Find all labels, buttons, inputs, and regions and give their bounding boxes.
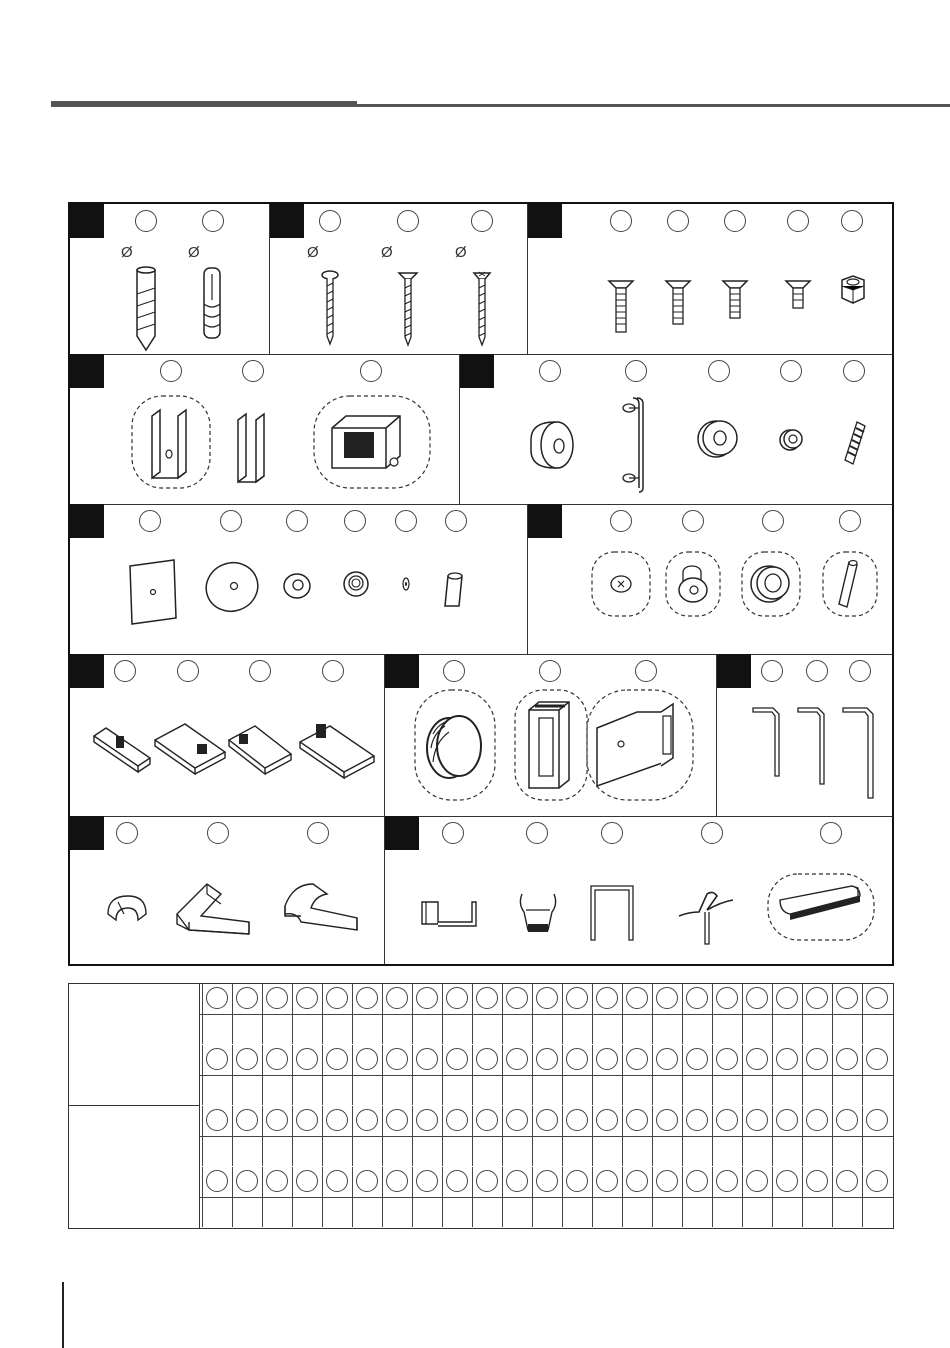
item-number-circle bbox=[206, 1170, 228, 1192]
machine-screw-long-icon bbox=[608, 278, 634, 334]
diameter-symbol: Ø bbox=[307, 244, 319, 261]
item-number-circle bbox=[139, 510, 161, 532]
item-number-circle bbox=[296, 1048, 318, 1070]
diameter-symbol: Ø bbox=[121, 244, 133, 261]
item-number-circle bbox=[236, 1048, 258, 1070]
item-number-circle bbox=[566, 987, 588, 1009]
part-group-g11 bbox=[70, 816, 385, 964]
item-number-circle bbox=[566, 1170, 588, 1192]
item-number-circle bbox=[476, 987, 498, 1009]
item-number-circle bbox=[206, 1048, 228, 1070]
roller-wheel-icon bbox=[413, 688, 497, 802]
round-knob-icon bbox=[525, 416, 581, 476]
seal-clip-icon bbox=[418, 896, 482, 930]
item-number-circle bbox=[135, 210, 157, 232]
rectangular-guide-icon bbox=[513, 688, 589, 802]
table-band bbox=[200, 984, 893, 1044]
item-number-circle bbox=[356, 987, 378, 1009]
item-number-circle bbox=[446, 987, 468, 1009]
corner-connector-curved-icon bbox=[281, 880, 365, 938]
item-number-circle bbox=[307, 822, 329, 844]
parts-row bbox=[70, 504, 892, 655]
half-ring-icon bbox=[104, 892, 150, 926]
part-group-g6 bbox=[70, 504, 528, 654]
group-tab bbox=[385, 654, 419, 688]
part-group-g1 bbox=[70, 204, 270, 354]
parts-row bbox=[70, 816, 892, 964]
item-number-circle bbox=[536, 1048, 558, 1070]
square-plate-icon bbox=[127, 558, 181, 626]
item-number-circle bbox=[206, 987, 228, 1009]
part-group-g4 bbox=[70, 354, 460, 504]
hex-key-large-icon bbox=[841, 704, 879, 802]
item-number-circle bbox=[296, 1170, 318, 1192]
item-number-circle bbox=[416, 1109, 438, 1131]
end-cap-d-icon bbox=[296, 720, 380, 780]
item-number-circle bbox=[761, 660, 783, 682]
threaded-insert-icon bbox=[838, 274, 868, 308]
part-group-g2 bbox=[270, 204, 528, 354]
machine-screw-short-icon bbox=[722, 278, 748, 322]
flanged-bushing-icon bbox=[664, 550, 722, 618]
item-number-circle bbox=[667, 210, 689, 232]
item-number-circle bbox=[296, 1109, 318, 1131]
part-group-g3 bbox=[528, 204, 892, 354]
group-tab bbox=[528, 504, 562, 538]
item-number-circle bbox=[116, 822, 138, 844]
quantity-row bbox=[200, 1075, 893, 1106]
item-number-circle bbox=[839, 510, 861, 532]
item-number-circle bbox=[319, 210, 341, 232]
angle-bracket-icon bbox=[585, 688, 695, 802]
item-number-circle bbox=[776, 1048, 798, 1070]
item-number-circle bbox=[326, 1170, 348, 1192]
item-number-circle bbox=[395, 510, 417, 532]
item-number-circle bbox=[386, 1109, 408, 1131]
item-number-circle bbox=[866, 987, 888, 1009]
bumper-clip-icon bbox=[516, 890, 560, 940]
item-number-circle bbox=[266, 987, 288, 1009]
item-number-circle bbox=[806, 660, 828, 682]
item-number-circle bbox=[716, 987, 738, 1009]
end-cap-a-icon bbox=[90, 720, 158, 776]
item-number-circle bbox=[776, 1109, 798, 1131]
corner-connector-icon bbox=[173, 880, 257, 938]
group-tab bbox=[70, 816, 104, 850]
item-number-circle bbox=[236, 1109, 258, 1131]
item-number-circle bbox=[866, 1170, 888, 1192]
item-number-circle bbox=[416, 1048, 438, 1070]
group-tab bbox=[717, 654, 751, 688]
item-number-circle bbox=[849, 660, 871, 682]
item-number-circle bbox=[762, 510, 784, 532]
rubber-grommet-icon bbox=[342, 570, 370, 598]
quantity-row bbox=[200, 1197, 893, 1228]
group-tab bbox=[385, 816, 419, 850]
parts-row bbox=[70, 654, 892, 817]
group-tab bbox=[70, 204, 104, 238]
table-band bbox=[200, 1106, 893, 1166]
part-group-g10 bbox=[717, 654, 892, 816]
item-number-circle bbox=[656, 1109, 678, 1131]
item-number-circle bbox=[866, 1109, 888, 1131]
item-number-circle bbox=[866, 1048, 888, 1070]
glass-clamp-icon bbox=[312, 394, 432, 492]
item-number-circle bbox=[114, 660, 136, 682]
item-number-circle bbox=[386, 1048, 408, 1070]
item-number-circle bbox=[806, 1109, 828, 1131]
item-number-circle bbox=[746, 1048, 768, 1070]
table-band bbox=[200, 1167, 893, 1227]
item-number-circle bbox=[397, 210, 419, 232]
item-number-circle bbox=[177, 660, 199, 682]
item-number-circle bbox=[207, 822, 229, 844]
item-number-circle bbox=[776, 987, 798, 1009]
table-band bbox=[200, 1045, 893, 1105]
item-number-circle bbox=[386, 987, 408, 1009]
hex-key-medium-icon bbox=[796, 704, 830, 788]
item-number-circle bbox=[442, 822, 464, 844]
item-number-circle bbox=[656, 1048, 678, 1070]
item-number-circle bbox=[841, 210, 863, 232]
part-group-g7 bbox=[528, 504, 892, 654]
group-tab bbox=[528, 204, 562, 238]
item-number-circle bbox=[626, 1109, 648, 1131]
end-cap-c-icon bbox=[225, 720, 297, 776]
wood-screw-pan-icon bbox=[319, 270, 341, 350]
large-washer-icon bbox=[204, 558, 262, 616]
item-number-circle bbox=[566, 1048, 588, 1070]
quantity-row bbox=[200, 1136, 893, 1167]
group-tab bbox=[70, 354, 104, 388]
item-number-circle bbox=[682, 510, 704, 532]
item-number-circle bbox=[596, 1048, 618, 1070]
item-number-circle bbox=[701, 822, 723, 844]
item-number-circle bbox=[566, 1109, 588, 1131]
item-number-circle bbox=[843, 360, 865, 382]
collar-ring-icon bbox=[740, 550, 802, 618]
item-number-circle bbox=[506, 1048, 528, 1070]
item-number-circle bbox=[596, 1170, 618, 1192]
parts-sheet bbox=[68, 202, 894, 966]
end-cap-b-icon bbox=[151, 720, 229, 776]
item-number-circle bbox=[356, 1109, 378, 1131]
item-number-circle bbox=[416, 1170, 438, 1192]
parts-row bbox=[70, 204, 892, 355]
item-number-circle bbox=[286, 510, 308, 532]
item-number-circle bbox=[446, 1048, 468, 1070]
item-number-circle bbox=[476, 1170, 498, 1192]
diameter-symbol: Ø bbox=[381, 244, 393, 261]
item-number-circle bbox=[686, 1170, 708, 1192]
cap-screw-icon bbox=[590, 550, 652, 618]
sleeve-icon bbox=[443, 570, 469, 610]
item-number-circle bbox=[202, 210, 224, 232]
item-number-circle bbox=[656, 1170, 678, 1192]
page-footer-rule bbox=[62, 1282, 64, 1348]
item-number-circle bbox=[806, 1048, 828, 1070]
diameter-symbol: Ø bbox=[188, 244, 200, 261]
item-number-circle bbox=[686, 987, 708, 1009]
wood-screw-countersunk-icon bbox=[397, 270, 419, 350]
item-number-circle bbox=[836, 1048, 858, 1070]
item-number-circle bbox=[836, 1109, 858, 1131]
mini-washer-icon bbox=[399, 576, 413, 592]
group-tab bbox=[270, 204, 304, 238]
item-number-circle bbox=[746, 987, 768, 1009]
item-number-circle bbox=[236, 987, 258, 1009]
item-number-circle bbox=[416, 987, 438, 1009]
item-number-circle bbox=[360, 360, 382, 382]
u-channel-with-hole-icon bbox=[130, 394, 214, 492]
machine-screw-medium-icon bbox=[665, 278, 691, 328]
parts-row bbox=[70, 354, 892, 505]
item-number-circle bbox=[506, 1109, 528, 1131]
item-number-circle bbox=[326, 1048, 348, 1070]
item-number-circle bbox=[446, 1170, 468, 1192]
item-number-circle bbox=[539, 660, 561, 682]
diameter-symbol: Ø bbox=[455, 244, 467, 261]
item-number-circle bbox=[446, 1109, 468, 1131]
item-number-circle bbox=[536, 1170, 558, 1192]
item-number-circle bbox=[716, 1109, 738, 1131]
item-number-circle bbox=[326, 987, 348, 1009]
drip-seal-icon bbox=[675, 886, 739, 948]
part-group-g5 bbox=[460, 354, 892, 504]
item-number-circle bbox=[626, 987, 648, 1009]
table-row-header bbox=[69, 1106, 200, 1228]
item-number-circle bbox=[249, 660, 271, 682]
item-number-circle bbox=[724, 210, 746, 232]
item-number-circle bbox=[526, 822, 548, 844]
item-number-circle bbox=[836, 987, 858, 1009]
item-number-circle bbox=[539, 360, 561, 382]
item-number-circle bbox=[326, 1109, 348, 1131]
item-number-circle bbox=[610, 510, 632, 532]
ring-bushing-icon bbox=[694, 418, 744, 460]
hex-key-small-icon bbox=[751, 704, 785, 778]
item-number-circle bbox=[386, 1170, 408, 1192]
item-number-circle bbox=[716, 1170, 738, 1192]
item-number-circle bbox=[476, 1048, 498, 1070]
item-number-circle bbox=[626, 1048, 648, 1070]
item-number-circle bbox=[746, 1109, 768, 1131]
item-number-circle bbox=[296, 987, 318, 1009]
item-number-circle bbox=[820, 822, 842, 844]
wall-plug-ribbed-icon bbox=[198, 264, 228, 344]
item-number-circle bbox=[356, 1170, 378, 1192]
threaded-rod-icon bbox=[841, 420, 869, 466]
item-number-circle bbox=[471, 210, 493, 232]
item-number-circle bbox=[266, 1109, 288, 1131]
item-number-circle bbox=[635, 660, 657, 682]
item-number-circle bbox=[236, 1170, 258, 1192]
flat-washer-icon bbox=[282, 570, 314, 602]
item-number-circle bbox=[322, 660, 344, 682]
item-number-circle bbox=[716, 1048, 738, 1070]
item-number-circle bbox=[242, 360, 264, 382]
item-number-circle bbox=[443, 660, 465, 682]
item-number-circle bbox=[266, 1170, 288, 1192]
item-number-circle bbox=[625, 360, 647, 382]
magnetic-strip-icon bbox=[766, 872, 876, 942]
item-number-circle bbox=[806, 1170, 828, 1192]
item-number-circle bbox=[266, 1048, 288, 1070]
group-tab bbox=[460, 354, 494, 388]
item-number-circle bbox=[596, 1109, 618, 1131]
item-number-circle bbox=[476, 1109, 498, 1131]
item-number-circle bbox=[626, 1170, 648, 1192]
wood-screw-cross-icon bbox=[471, 270, 493, 350]
item-number-circle bbox=[686, 1109, 708, 1131]
item-number-circle bbox=[780, 360, 802, 382]
group-tab bbox=[70, 654, 104, 688]
item-number-circle bbox=[206, 1109, 228, 1131]
item-number-circle bbox=[776, 1170, 798, 1192]
part-group-g9 bbox=[385, 654, 717, 816]
item-number-circle bbox=[506, 1170, 528, 1192]
item-number-circle bbox=[806, 987, 828, 1009]
header-rule bbox=[51, 101, 357, 107]
wall-plug-icon bbox=[130, 264, 164, 352]
group-tab bbox=[70, 504, 104, 538]
item-number-circle bbox=[445, 510, 467, 532]
pin-icon bbox=[821, 550, 879, 618]
item-number-circle bbox=[596, 987, 618, 1009]
item-number-circle bbox=[746, 1170, 768, 1192]
part-group-g8 bbox=[70, 654, 385, 816]
towel-bar-handle-icon bbox=[619, 394, 653, 494]
header-rule-extension bbox=[357, 104, 950, 107]
item-number-circle bbox=[686, 1048, 708, 1070]
item-number-circle bbox=[344, 510, 366, 532]
item-number-circle bbox=[656, 987, 678, 1009]
item-number-circle bbox=[536, 987, 558, 1009]
machine-screw-mini-icon bbox=[785, 278, 811, 312]
item-number-circle bbox=[601, 822, 623, 844]
table-row-header bbox=[69, 984, 200, 1106]
item-number-circle bbox=[220, 510, 242, 532]
item-number-circle bbox=[610, 210, 632, 232]
small-spacer-icon bbox=[778, 426, 806, 454]
u-profile-icon bbox=[587, 882, 637, 944]
item-number-circle bbox=[356, 1048, 378, 1070]
item-number-circle bbox=[787, 210, 809, 232]
u-channel-icon bbox=[232, 410, 276, 488]
item-number-circle bbox=[536, 1109, 558, 1131]
item-number-circle bbox=[160, 360, 182, 382]
item-number-circle bbox=[836, 1170, 858, 1192]
item-number-circle bbox=[506, 987, 528, 1009]
quantity-table bbox=[68, 983, 894, 1229]
part-group-g12 bbox=[385, 816, 892, 964]
quantity-row bbox=[200, 1014, 893, 1045]
item-number-circle bbox=[708, 360, 730, 382]
